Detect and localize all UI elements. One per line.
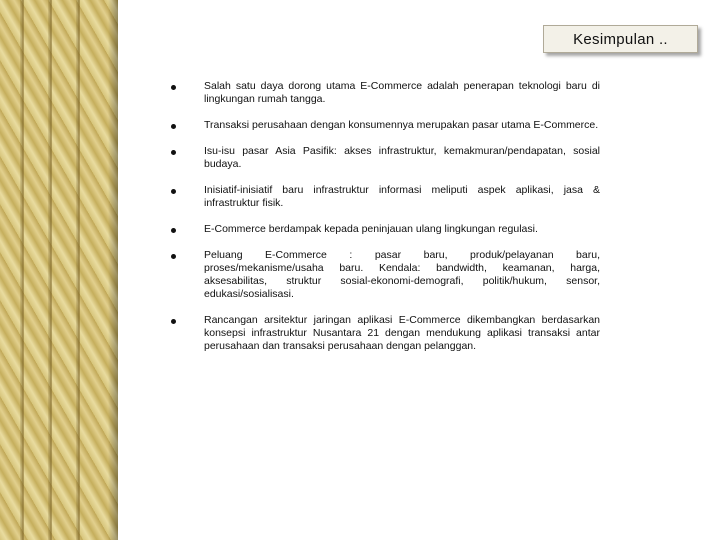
border-stripe — [50, 0, 52, 540]
list-item — [168, 314, 600, 353]
bullet-icon — [171, 319, 176, 324]
bullet-list — [168, 80, 600, 353]
slide-title: Kesimpulan .. — [543, 25, 698, 53]
list-item — [168, 119, 600, 132]
bullet-icon — [171, 189, 176, 194]
bullet-icon — [171, 85, 176, 90]
list-item-text: Transaksi perusahaan dengan konsumennya merupakan pasar utama E-Commerce. — [204, 119, 599, 131]
list-item-text: Rancangan arsitektur jaringan aplikasi E-Commerce dikembangkan berdasarkan konsepsi infrastruktur Nusantara 21 dengan mendukung aplikasi transaksi antar perusahaan dan transaksi perusahaan dengan pelanggan. — [204, 314, 600, 352]
list-item — [168, 80, 600, 106]
list-item-text: Peluang E-Commerce : pasar baru, produk/pelayanan baru, proses/mekanisme/usaha baru. Kendala: bandwidth, keamanan, harga, aksesabilitas, struktur sosial-ekonomi-demografi, politik/hukum, sensor, edukasi/sosialisasi. — [204, 249, 600, 300]
list-item-text: Salah satu daya dorong utama E-Commerce adalah penerapan teknologi baru di lingkungan rumah tangga. — [204, 80, 600, 105]
list-item — [168, 249, 600, 301]
list-item-text: Isu-isu pasar Asia Pasifik: akses infrastruktur, kemakmuran/pendapatan, sosial budaya. — [204, 145, 600, 170]
list-item — [168, 184, 600, 210]
decorative-left-border — [0, 0, 118, 540]
list-item-text: E-Commerce berdampak kepada peninjauan ulang lingkungan regulasi. — [204, 223, 538, 235]
list-item — [168, 145, 600, 171]
border-shadow — [108, 0, 118, 540]
bullet-icon — [171, 228, 176, 233]
bullet-icon — [171, 254, 176, 259]
slide-content — [168, 80, 600, 366]
border-stripe — [22, 0, 24, 540]
bullet-icon — [171, 124, 176, 129]
bullet-icon — [171, 150, 176, 155]
border-stripe — [78, 0, 80, 540]
list-item-text: Inisiatif-inisiatif baru infrastruktur informasi meliputi aspek aplikasi, jasa & infrastruktur fisik. — [204, 184, 600, 209]
list-item — [168, 223, 600, 236]
